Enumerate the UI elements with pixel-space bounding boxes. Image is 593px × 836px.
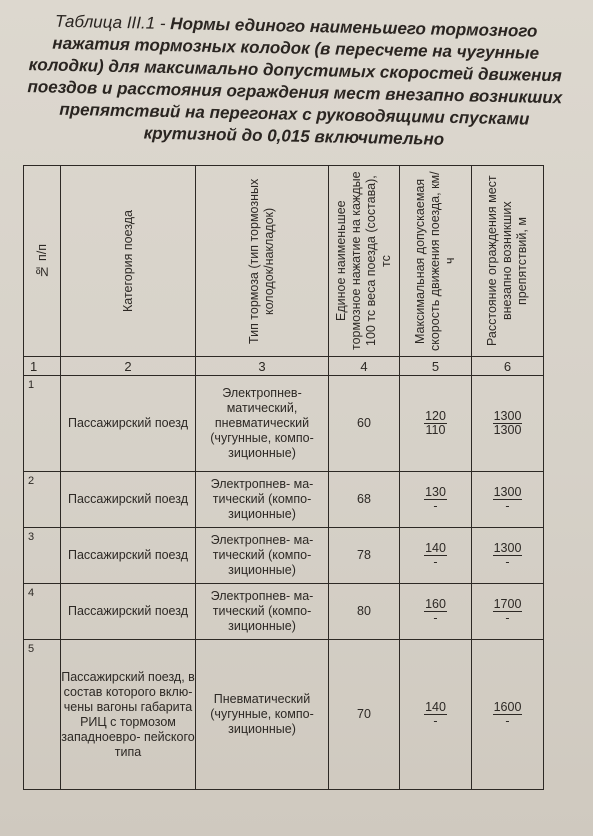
brake-type: Электропнев- ма- тический (компо- зиционные) <box>196 472 329 528</box>
distance-numerator: 1600 <box>493 699 522 714</box>
brake-norms-table <box>23 165 544 790</box>
brake-pressure: 78 <box>329 528 400 584</box>
header-row <box>24 166 544 357</box>
brake-type: Электропнев- матический, пневматический (чугунные, компо- зиционные) <box>196 376 329 472</box>
header-label: Единое наименьшее тормозное нажатие на каждые 100 тс веса поезда (состава), тс <box>334 171 393 351</box>
table-row <box>24 472 544 528</box>
brake-pressure: 68 <box>329 472 400 528</box>
distance-denominator: - <box>505 498 510 513</box>
table-caption-text: Нормы единого наименьшего тормозного нажатия тормозных колодок (в пересчете на чугунные колодки) для максимально допустимых скоростей движения поездов и расстояния ограждения мест внезапно возникших препятствий на перегонах с руководящими спусками крутизной до 0,015 включительно <box>27 14 563 149</box>
brake-pressure: 80 <box>329 584 400 640</box>
column-number: 3 <box>196 357 329 376</box>
header-cell-number <box>24 166 61 357</box>
brake-type: Пневматический (чугунные, компо- зиционные) <box>196 640 329 790</box>
speed-denominator: - <box>433 713 438 728</box>
column-number-row <box>24 357 544 376</box>
distance-denominator: - <box>505 713 510 728</box>
brake-type: Электропнев- ма- тический (компо- зиционные) <box>196 584 329 640</box>
speed-numerator: 140 <box>425 540 446 555</box>
max-speed <box>400 584 472 640</box>
fence-distance <box>472 528 544 584</box>
row-number: 3 <box>24 528 61 584</box>
train-category: Пассажирский поезд, в состав которого вклю- чены вагоны габарита РИЦ с тормозом западноевро- пейского типа <box>61 640 196 790</box>
train-category: Пассажирский поезд <box>61 528 196 584</box>
header-label: № п/п <box>34 243 49 279</box>
table-row <box>24 528 544 584</box>
speed-numerator: 140 <box>425 699 446 714</box>
header-cell-category <box>61 166 196 357</box>
distance-numerator: 1300 <box>493 408 522 423</box>
column-number: 4 <box>329 357 400 376</box>
brake-pressure: 60 <box>329 376 400 472</box>
header-cell-fence-distance <box>472 166 544 357</box>
max-speed <box>400 640 472 790</box>
train-category: Пассажирский поезд <box>61 376 196 472</box>
distance-numerator: 1300 <box>493 484 522 499</box>
speed-denominator: - <box>433 498 438 513</box>
header-label: Категория поезда <box>120 209 135 312</box>
header-label: Тип тормоза (тип тормозных колодок/накладок) <box>247 178 276 344</box>
header-cell-brake-type <box>196 166 329 357</box>
max-speed <box>400 472 472 528</box>
table-row <box>24 584 544 640</box>
fence-distance <box>472 472 544 528</box>
speed-numerator: 160 <box>425 596 446 611</box>
max-speed <box>400 528 472 584</box>
distance-numerator: 1300 <box>493 540 522 555</box>
row-number: 2 <box>24 472 61 528</box>
table-row <box>24 376 544 472</box>
header-label: Максимальная допускаемая скорость движения поезда, км/ч <box>413 171 457 351</box>
brake-pressure: 70 <box>329 640 400 790</box>
speed-denominator: - <box>433 554 438 569</box>
speed-denominator: 110 <box>425 422 446 437</box>
speed-numerator: 130 <box>425 484 446 499</box>
header-label: Расстояние ограждения мест внезапно возникших препятствий, м <box>485 175 529 347</box>
train-category: Пассажирский поезд <box>61 584 196 640</box>
fence-distance <box>472 640 544 790</box>
column-number: 1 <box>24 357 61 376</box>
header-cell-max-speed <box>400 166 472 357</box>
row-number: 4 <box>24 584 61 640</box>
distance-denominator: - <box>505 610 510 625</box>
header-cell-brake-pressure <box>329 166 400 357</box>
max-speed <box>400 376 472 472</box>
row-number: 1 <box>24 376 61 472</box>
distance-numerator: 1700 <box>493 596 522 611</box>
speed-denominator: - <box>433 610 438 625</box>
distance-denominator: - <box>505 554 510 569</box>
row-number: 5 <box>24 640 61 790</box>
table-row <box>24 640 544 790</box>
train-category: Пассажирский поезд <box>61 472 196 528</box>
fence-distance <box>472 584 544 640</box>
column-number: 5 <box>400 357 472 376</box>
column-number: 2 <box>61 357 196 376</box>
column-number: 6 <box>472 357 544 376</box>
distance-denominator: 1300 <box>493 422 522 437</box>
table-caption <box>21 10 569 153</box>
brake-type: Электропнев- ма- тический (компо- зиционные) <box>196 528 329 584</box>
speed-numerator: 120 <box>425 408 446 423</box>
table-caption-number: Таблица III.1 - <box>54 11 166 33</box>
fence-distance <box>472 376 544 472</box>
